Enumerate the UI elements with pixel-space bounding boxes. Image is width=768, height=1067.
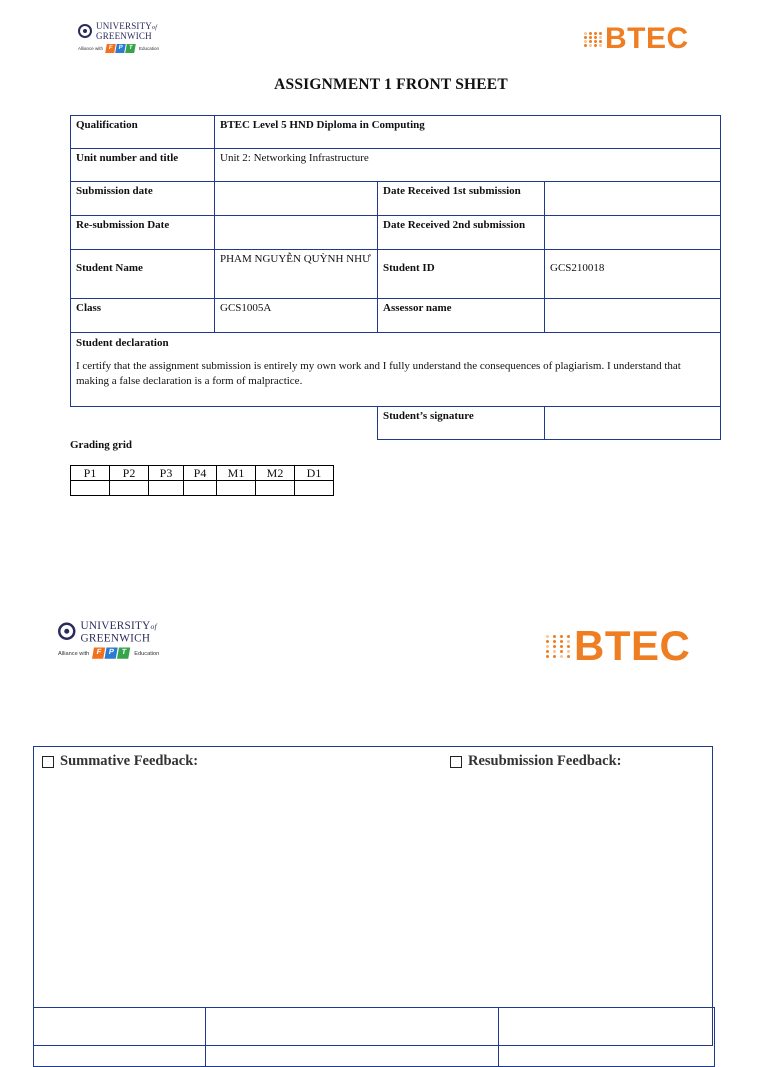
btec-logo: BTEC	[584, 22, 689, 56]
declaration-text: I certify that the assignment submission is entirely my own work and I fully understand the consequences of plagiarism. I understand that making a false declaration is a form of malpractice.	[76, 360, 681, 387]
unit-value: Unit 2: Networking Infrastructure	[214, 148, 721, 182]
student-id-value: GCS210018	[544, 249, 721, 299]
grading-value-row	[71, 481, 334, 496]
resubmission-feedback-checkbox[interactable]	[450, 756, 462, 768]
grade-header: M1	[217, 466, 256, 481]
qualification-value: BTEC Level 5 HND Diploma in Computing	[214, 115, 721, 149]
feedback-box	[33, 746, 713, 1046]
student-name-value: PHAM NGUYỄN QUỲNH NHƯ	[214, 249, 378, 299]
unit-label: Unit number and title	[70, 148, 215, 182]
date-received-2-label: Date Received 2nd submission	[377, 215, 545, 250]
feedback-cell	[498, 1007, 715, 1067]
grading-grid-label: Grading grid	[70, 439, 133, 451]
university-of-greenwich-logo-2: UNIVERSITYof GREENWICH Alliance with F P T Education	[58, 620, 159, 659]
student-declaration	[70, 332, 721, 407]
submission-date-field[interactable]	[214, 181, 378, 216]
feedback-bottom-row	[33, 1007, 713, 1067]
grade-header: P4	[184, 466, 217, 481]
date-received-1-field[interactable]	[544, 181, 721, 216]
grade-header: P3	[149, 466, 184, 481]
resubmission-date-label: Re-submission Date	[70, 215, 215, 250]
student-id-label: Student ID	[377, 249, 545, 299]
fpt-logo: F P T	[93, 648, 131, 659]
grade-cell[interactable]	[256, 481, 295, 496]
page-title: ASSIGNMENT 1 FRONT SHEET	[274, 76, 508, 93]
resubmission-feedback-label: Resubmission Feedback:	[468, 753, 622, 769]
feedback-cell	[205, 1007, 499, 1067]
grade-cell[interactable]	[71, 481, 110, 496]
grade-cell[interactable]	[110, 481, 149, 496]
summative-feedback-checkbox[interactable]	[42, 756, 54, 768]
university-seal-icon	[58, 623, 76, 641]
university-of-greenwich-logo: UNIVERSITYof GREENWICH Alliance with F P T Education	[78, 21, 160, 51]
class-label: Class	[70, 298, 215, 333]
grade-cell[interactable]	[184, 481, 217, 496]
date-received-2-field[interactable]	[544, 215, 721, 250]
grading-grid	[70, 465, 334, 496]
grading-header-row	[71, 466, 334, 481]
resubmission-feedback	[450, 753, 621, 770]
summative-feedback	[42, 753, 198, 770]
btec-logo-2: BTEC	[546, 622, 690, 670]
signature-label: Student’s signature	[377, 406, 545, 440]
student-name-label: Student Name	[70, 249, 215, 299]
summative-feedback-label: Summative Feedback:	[60, 753, 199, 769]
class-value: GCS1005A	[214, 298, 378, 333]
fpt-logo: F P T	[106, 44, 136, 53]
signature-field[interactable]	[544, 406, 721, 440]
grade-cell[interactable]	[217, 481, 256, 496]
btec-dots-icon	[584, 32, 603, 47]
front-sheet-table	[70, 115, 721, 439]
feedback-cell	[33, 1007, 206, 1067]
assessor-name-field[interactable]	[544, 298, 721, 333]
qualification-label: Qualification	[70, 115, 215, 149]
university-seal-icon	[78, 24, 92, 38]
grade-cell[interactable]	[295, 481, 334, 496]
date-received-1-label: Date Received 1st submission	[377, 181, 545, 216]
grade-header: M2	[256, 466, 295, 481]
declaration-label: Student declaration	[76, 337, 169, 349]
btec-dots-icon	[546, 635, 572, 658]
submission-date-label: Submission date	[70, 181, 215, 216]
grade-header: D1	[295, 466, 334, 481]
grade-header: P1	[71, 466, 110, 481]
grade-header: P2	[110, 466, 149, 481]
grade-cell[interactable]	[149, 481, 184, 496]
assessor-name-label: Assessor name	[377, 298, 545, 333]
resubmission-date-field[interactable]	[214, 215, 378, 250]
